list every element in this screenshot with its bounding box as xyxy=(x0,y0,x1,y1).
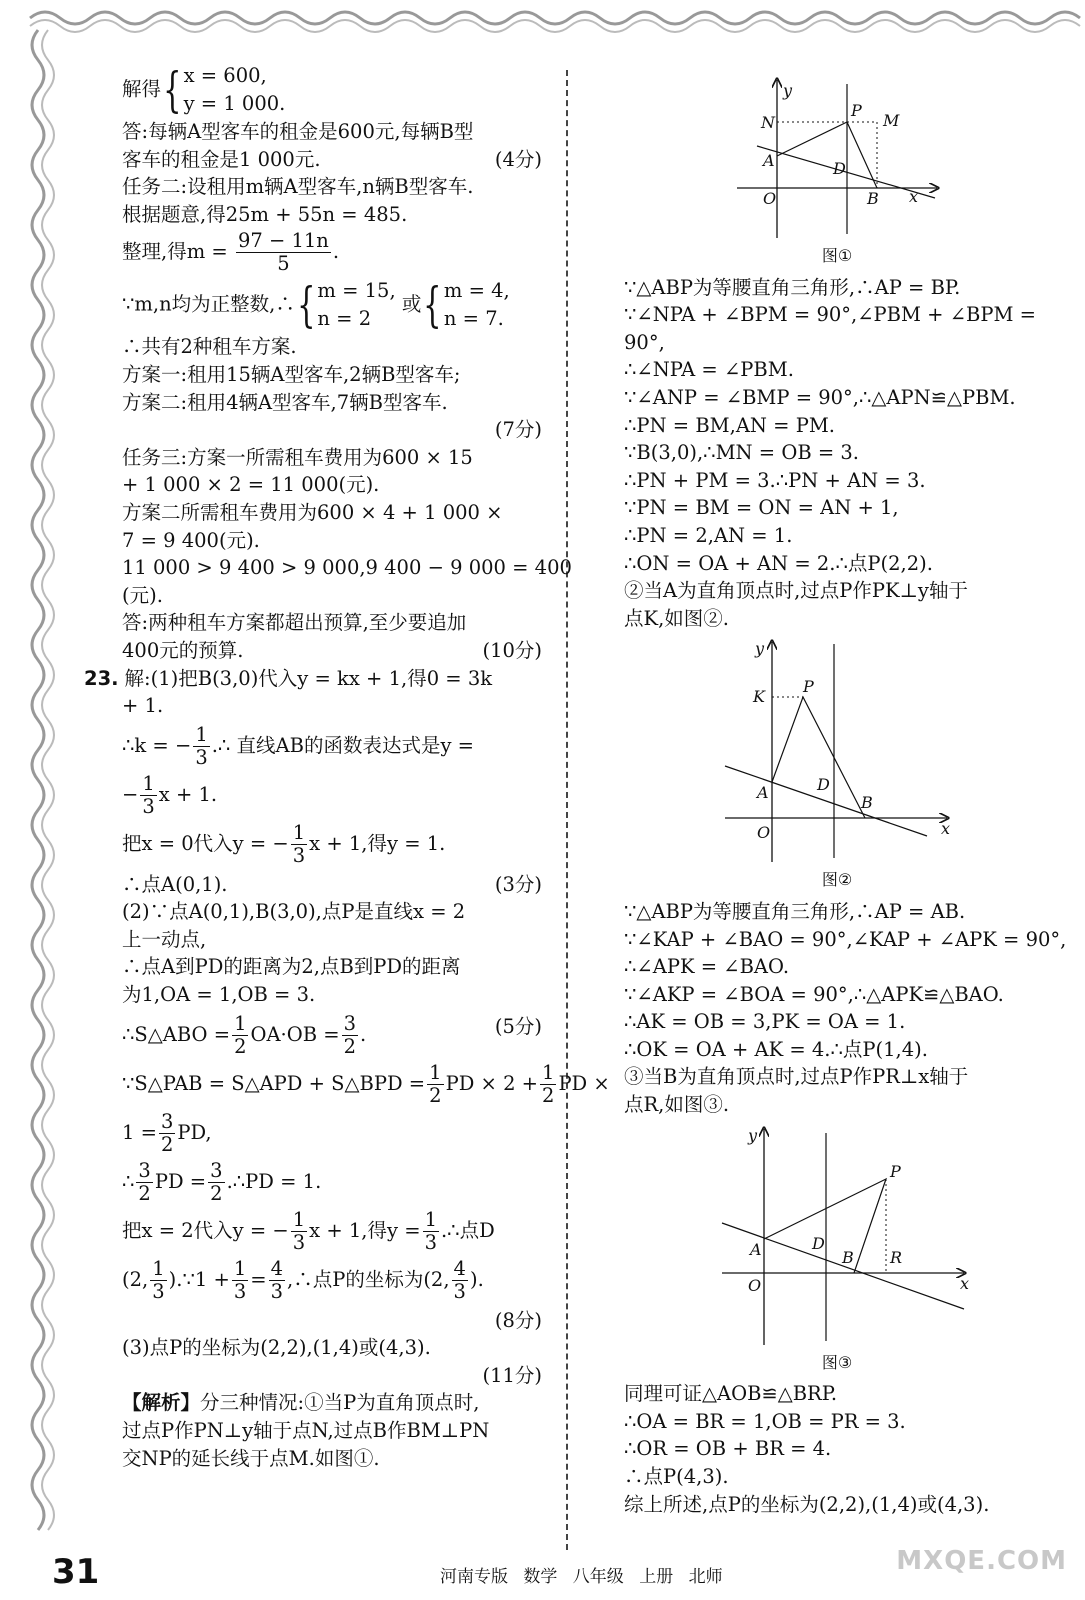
fraction xyxy=(452,1258,468,1303)
denominator: 3 xyxy=(195,745,208,769)
triangle-apb xyxy=(772,697,865,818)
label-x: x xyxy=(941,819,951,839)
fraction xyxy=(136,1160,152,1205)
denominator: 3 xyxy=(424,1230,437,1254)
text: ∴k = − xyxy=(122,733,192,757)
text: = xyxy=(250,1267,267,1291)
formula-line xyxy=(122,773,542,818)
text-line: (元). xyxy=(122,583,163,607)
text: − xyxy=(122,782,139,806)
denominator: 2 xyxy=(210,1181,223,1205)
label-m: M xyxy=(883,111,900,130)
label-b: B xyxy=(867,189,879,208)
denominator: 2 xyxy=(234,1034,247,1058)
page-footer xyxy=(0,1546,1085,1592)
text-line: ∴AK = OB = 3,PK = OA = 1. xyxy=(624,1010,906,1034)
text-line: ∵B(3,0),∴MN = OB = 3. xyxy=(624,441,859,465)
text: OA·OB = xyxy=(250,1022,340,1046)
numerator: 97 − 11n xyxy=(237,229,329,253)
text-line: ∴PN = 2,AN = 1. xyxy=(624,523,793,547)
text-line: 综上所述,点P的坐标为(2,2),(1,4)或(4,3). xyxy=(624,1492,990,1516)
text-line: ∴PN + PM = 3.∴PN + AN = 3. xyxy=(624,468,926,492)
label-o: O xyxy=(748,1275,762,1295)
text-line xyxy=(122,146,542,174)
text: . xyxy=(360,1022,367,1046)
text-line: ∵∠NPA + ∠BPM = 90°,∠PBM + ∠BPM = xyxy=(624,303,1036,327)
equation: n = 7. xyxy=(443,307,504,331)
text: x + 1,得y = xyxy=(309,1218,421,1242)
triangle-apb xyxy=(777,122,877,188)
solution-system xyxy=(122,62,542,118)
numerator: 1 xyxy=(292,1207,306,1231)
text-line: ∵∠AKP = ∠BOA = 90°,∴△APK≌△BAO. xyxy=(624,982,1004,1006)
formula-line xyxy=(122,724,542,769)
label-a: A xyxy=(763,151,775,170)
fraction xyxy=(291,822,307,867)
equation: m = 4, xyxy=(443,279,510,303)
text-line: 方案二:租用4辆A型客车,7辆B型客车. xyxy=(122,390,448,414)
analysis-line xyxy=(122,1389,542,1417)
text-line: ∴OK = OA + AK = 4.∴点P(1,4). xyxy=(624,1037,928,1061)
text: PD × xyxy=(558,1071,610,1095)
text: ∴点A(0,1). xyxy=(122,872,228,896)
score-line xyxy=(122,1362,542,1390)
watermark: MXQE.COM xyxy=(896,1546,1067,1576)
label-p: P xyxy=(890,1161,901,1181)
score: (3分) xyxy=(494,872,542,896)
brace: { xyxy=(163,62,182,118)
fraction xyxy=(232,1258,248,1303)
text: 把x = 0代入y = − xyxy=(122,831,289,855)
text: PD, xyxy=(177,1120,212,1144)
text-line: (2)∵点A(0,1),B(3,0),点P是直线x = 2 xyxy=(122,900,466,924)
formula-line xyxy=(122,822,542,867)
label-a: A xyxy=(757,783,769,803)
text-line: ∴∠APK = ∠BAO. xyxy=(624,955,790,979)
label-r: R xyxy=(890,1247,903,1267)
denominator: 3 xyxy=(233,1279,247,1303)
formula-line xyxy=(122,1258,542,1303)
equation-system xyxy=(184,62,286,118)
numerator: 1 xyxy=(142,771,155,795)
numerator: 1 xyxy=(195,722,208,746)
analysis-tag: 【解析】 xyxy=(122,1391,201,1415)
score-line xyxy=(122,1307,542,1335)
text: x + 1. xyxy=(158,782,218,806)
footer-text: 河南专版 数学 八年级 上册 北师 xyxy=(440,1567,723,1587)
numerator: 1 xyxy=(233,1256,247,1280)
label-y: y xyxy=(755,639,765,659)
fraction xyxy=(236,230,331,275)
formula-line xyxy=(122,230,542,275)
denominator: 3 xyxy=(292,1230,306,1254)
text: 400元的预算. xyxy=(122,638,244,662)
text: . xyxy=(332,240,340,264)
text-line: 方案二所需租车费用为600 × 4 + 1 000 × xyxy=(122,500,503,524)
text-line: ②当A为直角顶点时,过点P作PK⊥y轴于 xyxy=(624,579,968,603)
figure-1-caption: 图① xyxy=(821,246,853,265)
question-number: 23. xyxy=(84,666,119,690)
denominator: 3 xyxy=(152,1279,165,1303)
fraction xyxy=(342,1013,358,1058)
fraction xyxy=(159,1111,175,1156)
label-o: O xyxy=(757,823,771,843)
numerator: 4 xyxy=(270,1256,283,1280)
denominator: 2 xyxy=(429,1083,442,1107)
score: (11分) xyxy=(482,1363,542,1387)
text: ). xyxy=(469,1267,484,1291)
label-d: D xyxy=(812,1233,825,1253)
text-line: ∴OR = OB + BR = 4. xyxy=(624,1437,832,1461)
text-line: ∵△ABP为等腰直角三角形,∴AP = AB. xyxy=(624,899,966,923)
text-line: 交NP的延长线于点M.如图①. xyxy=(122,1446,380,1470)
equation: m = 15, xyxy=(317,279,396,303)
wavy-border-top xyxy=(0,0,1085,40)
text: 1 = xyxy=(122,1120,157,1144)
text: 客车的租金是1 000元. xyxy=(122,147,321,171)
brace: { xyxy=(423,277,442,334)
numerator: 1 xyxy=(292,820,306,844)
text-line: ∵PN = BM = ON = AN + 1, xyxy=(624,496,899,520)
text: 解得 xyxy=(122,77,162,101)
text: 解:(1)把B(3,0)代入y = kx + 1,得0 = 3k xyxy=(124,666,493,690)
text-line: ∵∠KAP + ∠BAO = 90°,∠KAP + ∠APK = 90°, xyxy=(624,927,1067,951)
label-d: D xyxy=(833,159,846,178)
label-y: y xyxy=(783,81,793,100)
text-line: ∴点A到PD的距离为2,点B到PD的距离 xyxy=(122,955,461,979)
question-23-line xyxy=(84,665,542,693)
text-line xyxy=(122,637,542,665)
denominator: 3 xyxy=(453,1279,466,1303)
figure-3 xyxy=(702,1123,972,1349)
text-line: 11 000 > 9 400 > 9 000,9 400 − 9 000 = 400 xyxy=(122,556,572,580)
equation-system xyxy=(317,277,395,333)
formula-line xyxy=(122,1209,542,1254)
text: ∴S△ABO = xyxy=(122,1022,231,1046)
denominator: 2 xyxy=(160,1132,174,1156)
left-column xyxy=(84,62,610,1472)
text-line: + 1. xyxy=(122,694,164,718)
text: ∵m,n均为正整数,∴ xyxy=(122,292,295,316)
figure-1 xyxy=(727,74,947,242)
brace: { xyxy=(296,277,316,334)
numerator: 3 xyxy=(160,1109,174,1133)
text: ∴ xyxy=(122,1169,135,1193)
text-line xyxy=(122,871,542,899)
label-b: B xyxy=(842,1247,854,1267)
score: (8分) xyxy=(494,1308,542,1332)
figure-2-caption: 图② xyxy=(821,870,853,890)
fraction xyxy=(232,1013,248,1058)
text: PD = xyxy=(154,1169,207,1193)
text-line: 答:每辆A型客车的租金是600元,每辆B型 xyxy=(122,120,474,143)
text-line: ∴ON = OA + AN = 2.∴点P(2,2). xyxy=(624,551,933,575)
label-y: y xyxy=(748,1125,758,1145)
formula-line xyxy=(122,1111,542,1156)
text-line: 任务二:设租用m辆A型客车,n辆B型客车. xyxy=(122,175,474,199)
numerator: 1 xyxy=(542,1060,555,1084)
label-p: P xyxy=(851,101,862,120)
text-line: 方案一:租用15辆A型客车,2辆B型客车; xyxy=(122,362,461,386)
fraction xyxy=(140,773,156,818)
label-a: A xyxy=(750,1239,762,1259)
text-line: + 1 000 × 2 = 11 000(元). xyxy=(122,473,380,497)
denominator: 3 xyxy=(270,1279,283,1303)
text-line: ∴共有2种租车方案. xyxy=(122,335,297,359)
text-line: 过点P作PN⊥y轴于点N,过点B作BM⊥PN xyxy=(122,1419,490,1443)
text-line: ∵∠ANP = ∠BMP = 90°,∴△APN≌△PBM. xyxy=(624,385,1016,409)
text: 或 xyxy=(401,292,422,316)
label-o: O xyxy=(763,189,777,208)
denominator: 2 xyxy=(138,1181,151,1205)
formula-line xyxy=(122,1060,610,1107)
text-line: 点R,如图③. xyxy=(624,1093,730,1117)
numerator: 3 xyxy=(138,1158,151,1182)
equation-system xyxy=(444,277,510,333)
label-p: P xyxy=(803,677,814,697)
text: 分三种情况:①当P为直角顶点时, xyxy=(200,1391,480,1415)
text-line: (3)点P的坐标为(2,2),(1,4)或(4,3). xyxy=(122,1336,431,1360)
text-line: ∴∠NPA = ∠PBM. xyxy=(624,358,794,382)
figure-3-caption: 图③ xyxy=(821,1352,853,1372)
figure-2 xyxy=(717,636,957,866)
text-line: ∴OA = BR = 1,OB = PR = 3. xyxy=(624,1409,906,1433)
equation: y = 1 000. xyxy=(183,92,286,115)
fraction xyxy=(193,724,209,769)
numerator: 3 xyxy=(210,1158,223,1182)
denominator: 3 xyxy=(292,843,306,867)
text: ).∵1 + xyxy=(168,1267,230,1291)
formula-line xyxy=(122,1160,542,1205)
score: (5分) xyxy=(494,1014,542,1038)
triangle-apb xyxy=(764,1179,886,1273)
text: x + 1,得y = 1. xyxy=(309,831,446,855)
label-k: K xyxy=(753,687,765,707)
formula-line xyxy=(122,277,542,333)
formula-line xyxy=(122,1013,542,1058)
page-number: 31 xyxy=(52,1552,100,1592)
text-line: 根据题意,得25m + 55n = 485. xyxy=(122,202,408,226)
text: PD × 2 + xyxy=(445,1071,539,1095)
text: 整理,得m = xyxy=(122,240,228,264)
numerator: 1 xyxy=(429,1060,442,1084)
text-line: 任务三:方案一所需租车费用为600 × 15 xyxy=(122,445,473,469)
text-line: 同理可证△AOB≌△BRP. xyxy=(624,1382,838,1406)
score: (10分) xyxy=(482,638,542,662)
text: ,∴点P的坐标为(2, xyxy=(287,1267,450,1291)
fraction xyxy=(150,1258,166,1303)
text: .∴点D xyxy=(440,1218,495,1242)
denominator: 2 xyxy=(343,1034,357,1058)
text-line: ③当B为直角顶点时,过点P作PR⊥x轴于 xyxy=(624,1065,969,1089)
score: (4分) xyxy=(494,147,542,171)
fraction xyxy=(208,1160,224,1205)
label-n: N xyxy=(761,113,775,132)
column-divider xyxy=(566,70,568,1550)
fraction xyxy=(423,1209,439,1254)
text-line: ∴PN = BM,AN = PM. xyxy=(624,413,835,437)
right-column xyxy=(624,70,1067,1518)
equation: n = 2 xyxy=(317,307,372,331)
fraction xyxy=(540,1062,556,1107)
numerator: 1 xyxy=(152,1256,165,1280)
text-line: ∴点P(4,3). xyxy=(624,1465,729,1489)
text-line: 上一动点, xyxy=(122,927,207,951)
fraction xyxy=(291,1209,307,1254)
text-line: 答:两种租车方案都超出预算,至少要追加 xyxy=(122,611,467,635)
equation: x = 600, xyxy=(183,64,267,87)
denominator: 2 xyxy=(542,1083,555,1107)
text-line: ∵△ABP为等腰直角三角形,∴AP = BP. xyxy=(624,275,961,299)
denominator: 5 xyxy=(277,252,290,276)
score: (7分) xyxy=(494,418,542,442)
text: .∴ 直线AB的函数表达式是y = xyxy=(211,733,475,757)
numerator: 1 xyxy=(424,1207,437,1231)
text: ∵S△PAB = S△APD + S△BPD = xyxy=(122,1071,426,1095)
wavy-border-left xyxy=(0,0,70,1560)
fraction xyxy=(427,1062,443,1107)
text-line: 点K,如图②. xyxy=(624,606,729,630)
text: 把x = 2代入y = − xyxy=(122,1218,289,1242)
numerator: 3 xyxy=(343,1011,357,1035)
numerator: 4 xyxy=(453,1256,466,1280)
label-d: D xyxy=(817,775,830,795)
fraction xyxy=(269,1258,285,1303)
text-line: 为1,OA = 1,OB = 3. xyxy=(122,983,316,1007)
text: .∴PD = 1. xyxy=(226,1169,322,1193)
numerator: 1 xyxy=(234,1011,247,1035)
text-line: 90°, xyxy=(624,330,665,354)
label-x: x xyxy=(960,1273,970,1293)
denominator: 3 xyxy=(142,794,155,818)
text: (2, xyxy=(122,1267,149,1291)
label-b: B xyxy=(861,793,873,813)
text-line: 7 = 9 400(元). xyxy=(122,528,260,552)
label-x: x xyxy=(909,187,919,206)
score-line xyxy=(122,416,542,444)
